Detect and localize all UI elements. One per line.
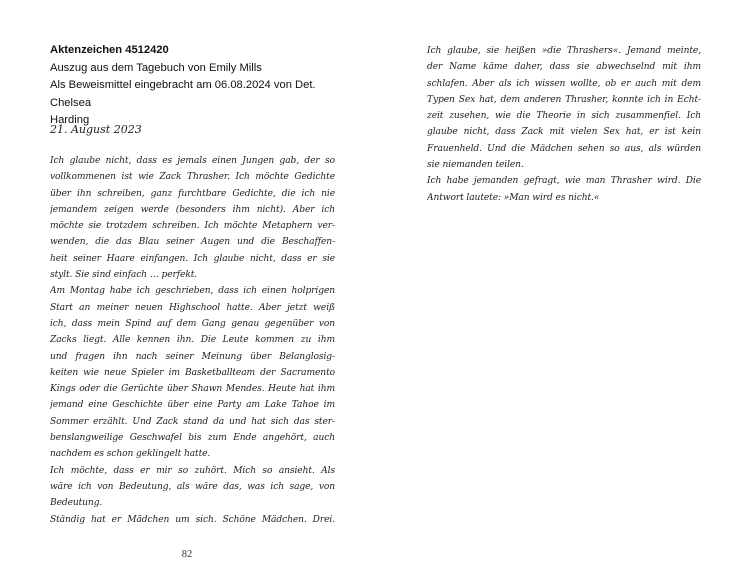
- text-line: über ihn schreiben, ganz furchtbare Gedichte, die ich nie: [50, 188, 335, 199]
- text-line: Antwort lautete: »Man wird es nicht.«: [427, 192, 600, 203]
- text-line: und fragen ihn nach seiner Meinung über Belanglosig-: [50, 351, 335, 362]
- evidence-line-2: Harding: [50, 114, 90, 126]
- text-line: keiten wie neue Spieler im Basketballteam der Sacramento: [50, 367, 335, 378]
- page-number: 82: [181, 549, 193, 560]
- text-line: Ich habe jemanden gefragt, wie man Thrasher wird. Die: [427, 176, 701, 187]
- text-line: ich, dass mein Spind auf dem Gang genau gegenüber von: [50, 318, 335, 329]
- evidence-line-1: Als Beweismittel eingebracht am 06.08.2024 von Det. Chelsea: [50, 79, 316, 109]
- text-line: schlafen. Aber als ich wissen wollte, ob er auch mit dem: [427, 78, 701, 89]
- text-line: glaube nicht, dass Zack mit vielen Sex hat, er ist kein: [427, 127, 701, 138]
- text-line: jemand eine Geschichte über eine Party am Lake Tahoe im: [50, 400, 335, 411]
- text-line: Kings oder die Gerüchte über Shawn Mendes. Heute hat ihm: [50, 384, 335, 395]
- text-line: vollkommenen ist wie Zack Thrasher. Ich möchte Gedichte: [50, 172, 335, 183]
- text-line: stylt. Sie sind einfach … perfekt.: [50, 270, 198, 281]
- text-line: nachdem es schon geklingelt hatte.: [50, 449, 211, 460]
- text-line: benslangweilige Geschwafel bis zum Ende angehört, auch: [50, 433, 335, 444]
- text-line: zeit zusehen, wie die Theorie in sich zusammenfiel. Ich: [427, 111, 701, 122]
- file-number: Aktenzeichen 4512420: [50, 44, 169, 56]
- text-line: sie niemanden teilen.: [427, 160, 524, 171]
- text-line: Zacks liegt. Alle kennen ihn. Die Leute kommen zu ihm: [50, 335, 335, 346]
- diary-text-right: [427, 43, 701, 206]
- text-line: Sommer erzählt. Und Zack stand da und hat sich das ster-: [50, 416, 335, 427]
- text-line: Am Montag habe ich geschrieben, dass ich einen holprigen: [50, 286, 335, 297]
- text-line: der Name käme daher, dass sie abwechselnd mit ihm: [427, 62, 701, 73]
- text-line: Bedeutung.: [50, 498, 103, 509]
- text-line: Ich möchte, dass er mir so zuhört. Mich so ansieht. Als: [50, 465, 335, 476]
- text-line: wäre ich von Bedeutung, als wäre das, was ich sage, von: [50, 481, 335, 492]
- text-line: jemandem zeigen werde (besonders ihm nicht). Aber ich: [50, 204, 335, 215]
- text-line: Frauenheld. Und die Mädchen sehen so aus, als würden: [427, 143, 701, 154]
- text-line: Ich glaube nicht, dass es jemals einen Jungen gab, der so: [50, 156, 335, 166]
- text-line: wenden, die das Blau seiner Augen und die Beschaffen-: [50, 237, 335, 248]
- text-line: Ich glaube, sie heißen »die Thrashers«. Jemand meinte,: [427, 46, 701, 56]
- excerpt-line: Auszug aus dem Tagebuch von Emily Mills: [50, 61, 262, 74]
- text-line: möchte sie trotzdem schreiben. Ich möchte Metaphern ver-: [50, 221, 335, 232]
- diary-text-left: [50, 153, 335, 528]
- text-line: Typen Sex hat, dem anderen Thrasher, konnte ich in Echt-: [427, 94, 701, 105]
- diary-date: 21. August 2023: [50, 123, 142, 136]
- text-line: Ständig hat er Mädchen um sich. Schöne Mädchen. Drei.: [50, 514, 335, 525]
- evidence-header: [50, 42, 350, 130]
- text-line: Start an meiner neuen Highschool hatte. Aber jetzt weiß: [50, 302, 335, 313]
- text-line: heit seiner Haare einfangen. Ich glaube nicht, dass er sie: [50, 253, 335, 264]
